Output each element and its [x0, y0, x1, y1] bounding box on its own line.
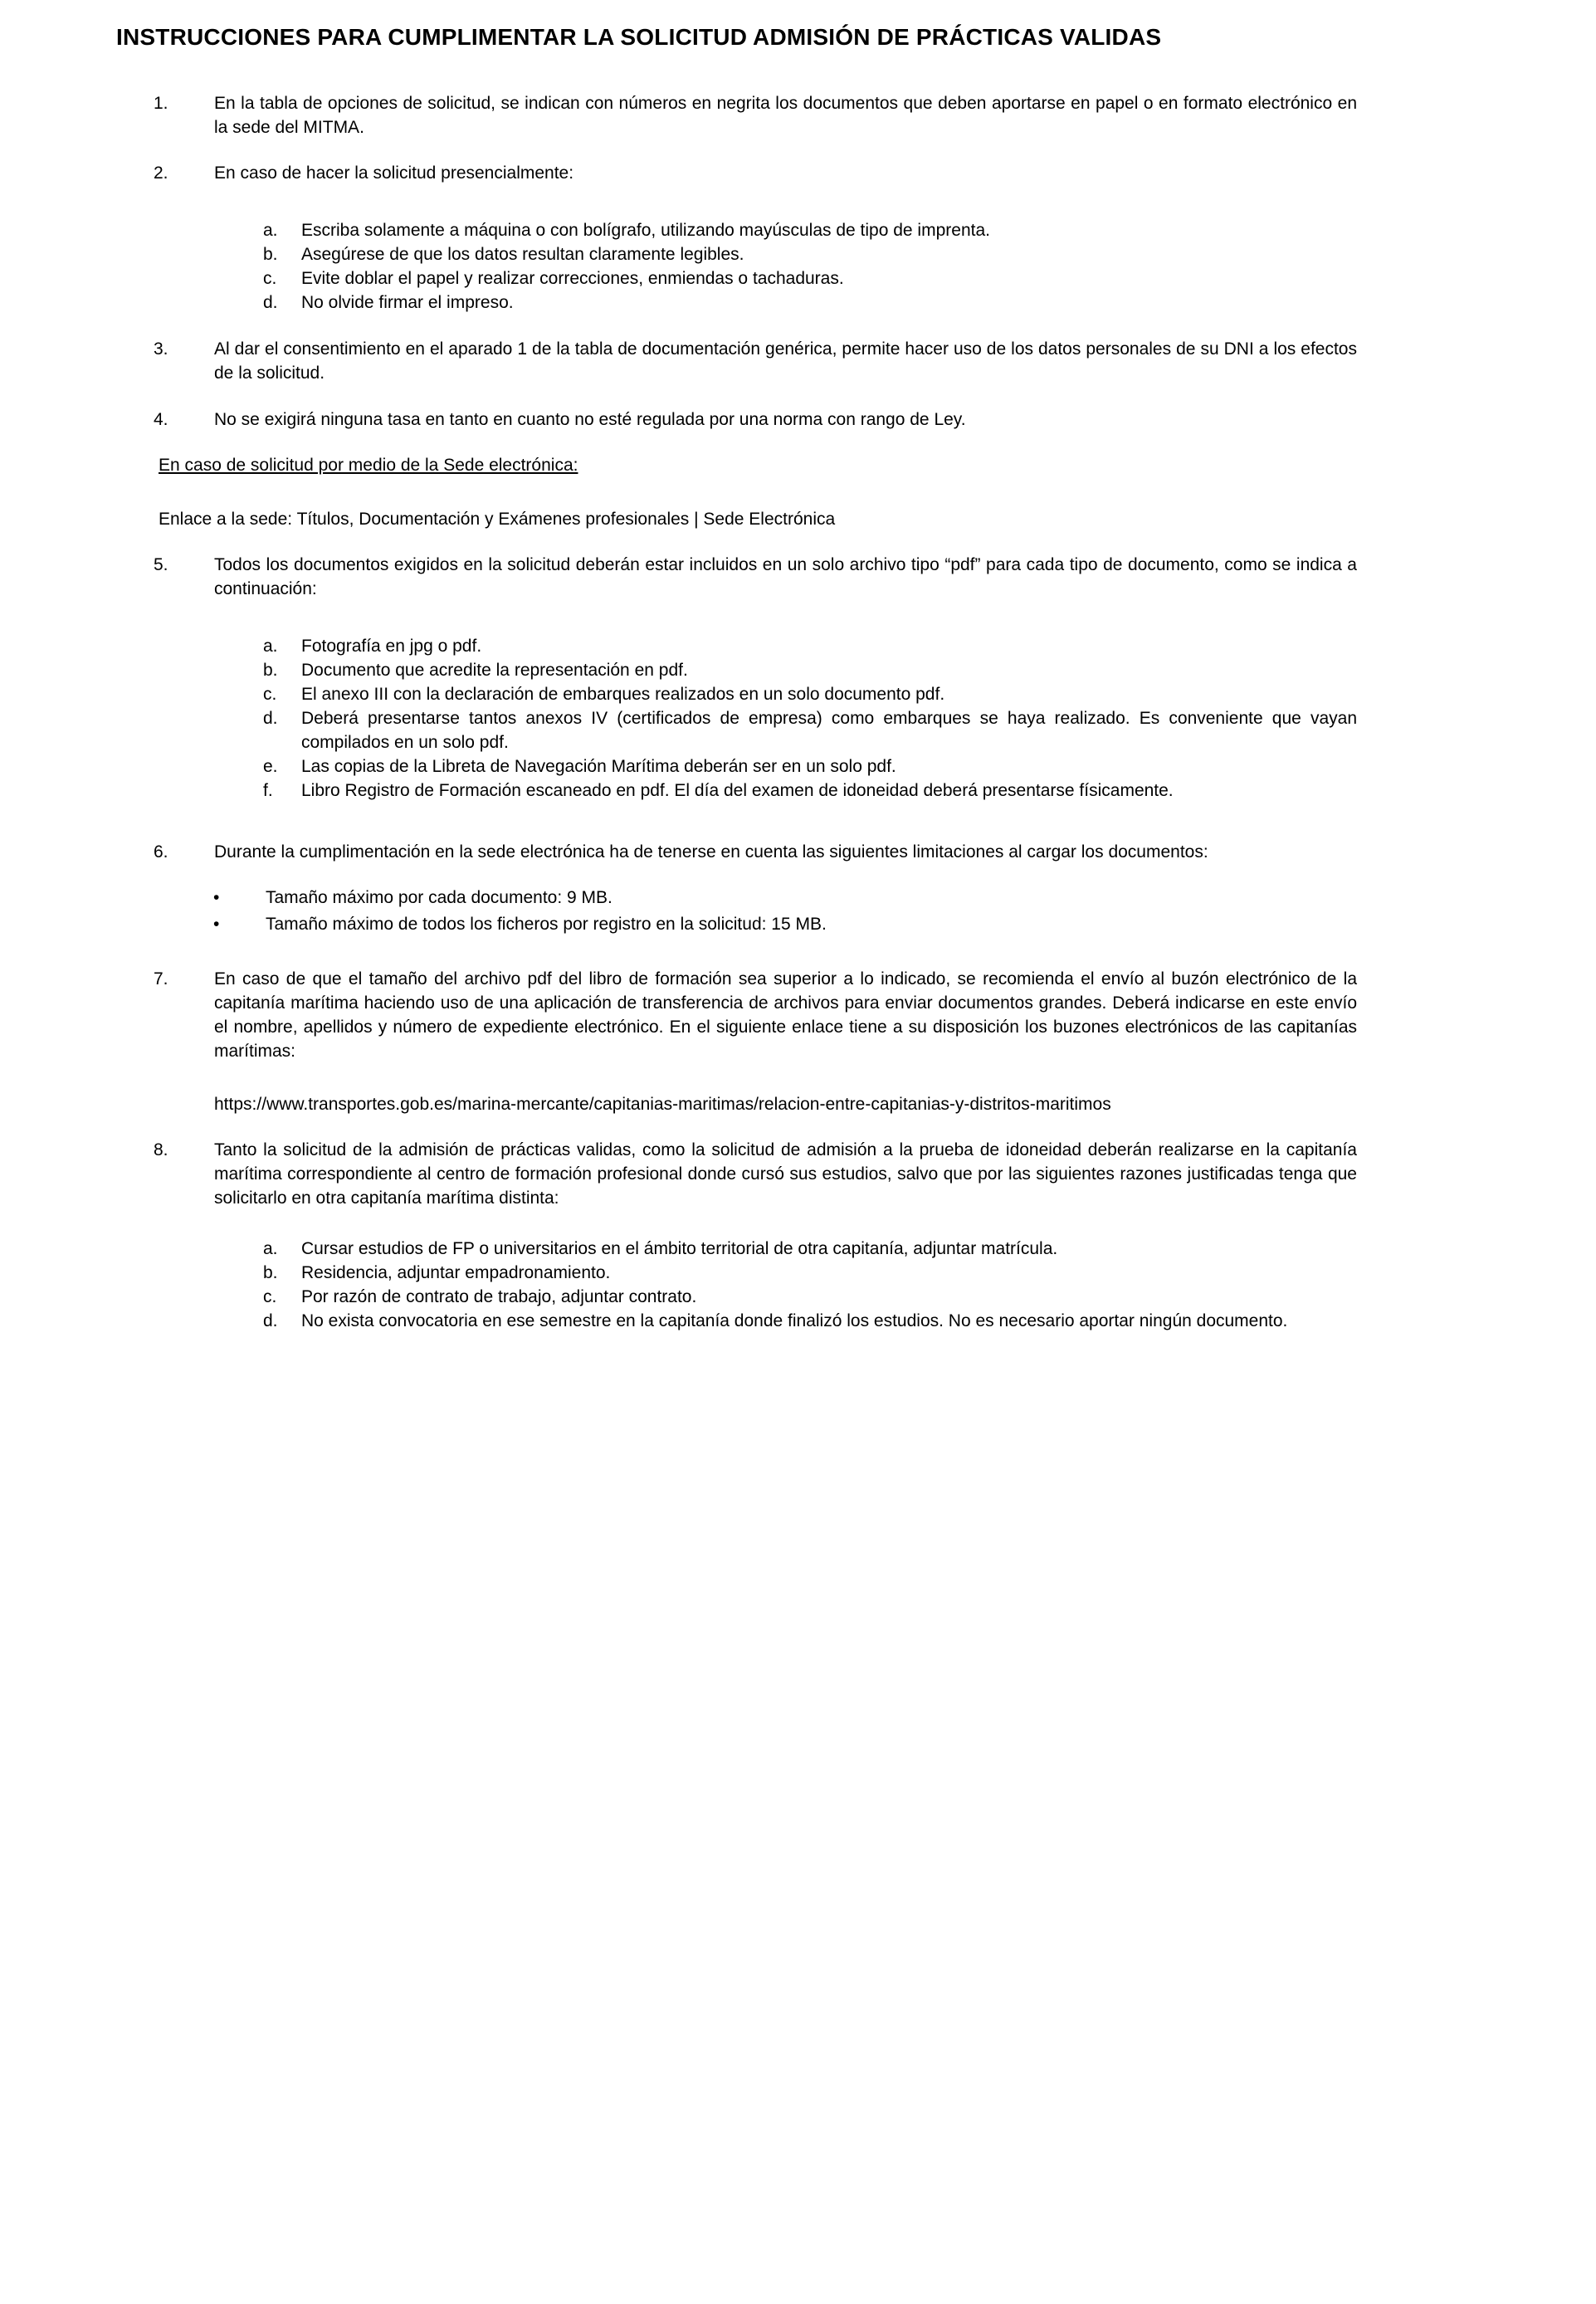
item-number: 1.: [154, 94, 168, 113]
sub-item-letter: a.: [263, 221, 278, 240]
sub-item-8c: [263, 1285, 1357, 1309]
bullet-text: Tamaño máximo de todos los ficheros por registro en la solicitud: 15 MB.: [266, 915, 827, 934]
sub-item-5f: [263, 779, 1357, 803]
bullet-list-6: [0, 886, 1357, 936]
sub-item-letter: e.: [263, 757, 278, 776]
bullet-icon: •: [213, 888, 220, 907]
sub-item-text: Asegúrese de que los datos resultan claramente legibles.: [301, 245, 744, 264]
bullet-item: [213, 886, 1357, 910]
sub-item-letter: c.: [263, 269, 277, 288]
sub-item-2d: [263, 290, 1357, 315]
item-text: Tanto la solicitud de la admisión de prácticas validas, como la solicitud de admisión a la prueba de idoneidad deberán realizarse en la capitanía marítima correspondiente al centro de formación profesional donde cursó sus estudios, salvo que por las siguientes razones justificadas tenga que solicitarlo en otra capitanía marítima distinta:: [214, 1140, 1357, 1208]
list-item-1: [154, 91, 1357, 139]
sub-item-text: Por razón de contrato de trabajo, adjuntar contrato.: [301, 1287, 697, 1306]
sub-item-text: Deberá presentarse tantos anexos IV (certificados de empresa) como embarques se haya realizado. Es conveniente que vayan compilados en un solo pdf.: [301, 709, 1357, 752]
sub-item-text: Cursar estudios de FP o universitarios en el ámbito territorial de otra capitanía, adjuntar matrícula.: [301, 1239, 1058, 1258]
sub-item-5e: [263, 754, 1357, 779]
sub-item-text: Libro Registro de Formación escaneado en pdf. El día del examen de idoneidad deberá presentarse físicamente.: [301, 781, 1174, 800]
bullet-icon: •: [213, 915, 220, 934]
sub-item-5a: [263, 634, 1357, 658]
list-item-7: [154, 967, 1357, 1063]
item-text: Al dar el consentimiento en el aparado 1 de la tabla de documentación genérica, permite hacer uso de los datos personales de su DNI a los efectos de la solicitud.: [214, 339, 1357, 383]
sub-item-letter: a.: [263, 637, 278, 656]
list-item-4: [154, 408, 1357, 432]
list-item-8: [154, 1138, 1357, 1210]
page-title: INSTRUCCIONES PARA CUMPLIMENTAR LA SOLICITUD ADMISIÓN DE PRÁCTICAS VALIDAS: [116, 24, 1162, 50]
sub-item-5d: [263, 706, 1357, 754]
sub-item-text: Fotografía en jpg o pdf.: [301, 637, 482, 656]
item-number: 8.: [154, 1140, 168, 1159]
sub-item-letter: c.: [263, 1287, 277, 1306]
sub-item-letter: a.: [263, 1239, 278, 1258]
sub-item-text: Documento que acredite la representación en pdf.: [301, 661, 688, 680]
sub-item-8a: [263, 1237, 1357, 1261]
sub-item-text: El anexo III con la declaración de embarques realizados en un solo documento pdf.: [301, 685, 945, 704]
item-text: No se exigirá ninguna tasa en tanto en cuanto no esté regulada por una norma con rango de Ley.: [214, 410, 966, 429]
bullet-text: Tamaño máximo por cada documento: 9 MB.: [266, 888, 613, 907]
item-number: 3.: [154, 339, 168, 359]
sub-item-letter: c.: [263, 685, 277, 704]
item-text: En caso de que el tamaño del archivo pdf del libro de formación sea superior a lo indicado, se recomienda el envío al buzón electrónico de la capitanía marítima haciendo uso de una aplicación de transferencia de archivos para enviar documentos grandes. Deberá indicarse en este envío el nombre, apellidos y número de expediente electrónico. En el siguiente enlace tiene a su disposición los buzones electrónicos de las capitanías marítimas:: [214, 969, 1357, 1061]
item-number: 7.: [154, 969, 168, 988]
bullet-item: [213, 912, 1357, 936]
sub-item-text: Escriba solamente a máquina o con bolígrafo, utilizando mayúsculas de tipo de imprenta.: [301, 221, 990, 240]
sub-item-text: Evite doblar el papel y realizar correcciones, enmiendas o tachaduras.: [301, 269, 844, 288]
sub-item-text: No olvide firmar el impreso.: [301, 293, 514, 312]
capitanias-url-link[interactable]: https://www.transportes.gob.es/marina-mercante/capitanias-maritimas/relacion-entre-capitanias-y-distritos-maritimos: [214, 1095, 1111, 1114]
sub-item-letter: b.: [263, 245, 278, 264]
sub-item-8b: [263, 1261, 1357, 1285]
sub-item-letter: f.: [263, 781, 273, 800]
list-item-6: [154, 840, 1357, 864]
sub-item-2a: [263, 218, 1357, 242]
item-text: En caso de hacer la solicitud presencialmente:: [214, 164, 574, 183]
list-item-2: [154, 161, 1357, 185]
sub-item-2c: [263, 266, 1357, 290]
item-text: Todos los documentos exigidos en la solicitud deberán estar incluidos en un solo archivo tipo “pdf” para cada tipo de documento, como se indica a continuación:: [214, 555, 1357, 598]
sub-item-5b: [263, 658, 1357, 682]
sub-item-5c: [263, 682, 1357, 706]
item-number: 2.: [154, 164, 168, 183]
sub-item-letter: d.: [263, 709, 278, 728]
sub-item-8d: [263, 1309, 1357, 1333]
sede-section-heading: En caso de solicitud por medio de la Sede electrónica:: [159, 456, 578, 475]
item-text: En la tabla de opciones de solicitud, se indican con números en negrita los documentos que deben aportarse en papel o en formato electrónico en la sede del MITMA.: [214, 94, 1357, 137]
sub-item-letter: b.: [263, 1263, 278, 1282]
sub-item-text: No exista convocatoria en ese semestre en la capitanía donde finalizó los estudios. No es necesario aportar ningún documento.: [301, 1311, 1288, 1330]
list-item-3: [154, 337, 1357, 385]
sub-item-letter: b.: [263, 661, 278, 680]
item-number: 5.: [154, 555, 168, 574]
sub-item-2b: [263, 242, 1357, 266]
item-number: 4.: [154, 410, 168, 429]
sub-item-text: Las copias de la Libreta de Navegación Marítima deberán ser en un solo pdf.: [301, 757, 896, 776]
item-number: 6.: [154, 842, 168, 862]
sub-item-text: Residencia, adjuntar empadronamiento.: [301, 1263, 611, 1282]
sub-list-8: [0, 1237, 1357, 1333]
list-item-5: [154, 553, 1357, 601]
sub-list-2: [0, 218, 1357, 315]
item-text: Durante la cumplimentación en la sede electrónica ha de tenerse en cuenta las siguientes limitaciones al cargar los documentos:: [214, 842, 1208, 862]
sub-list-5: [0, 634, 1357, 803]
sub-item-letter: d.: [263, 293, 278, 312]
sede-link-line[interactable]: Enlace a la sede: Títulos, Documentación y Exámenes profesionales | Sede Electrónica: [159, 510, 836, 529]
sub-item-letter: d.: [263, 1311, 278, 1330]
